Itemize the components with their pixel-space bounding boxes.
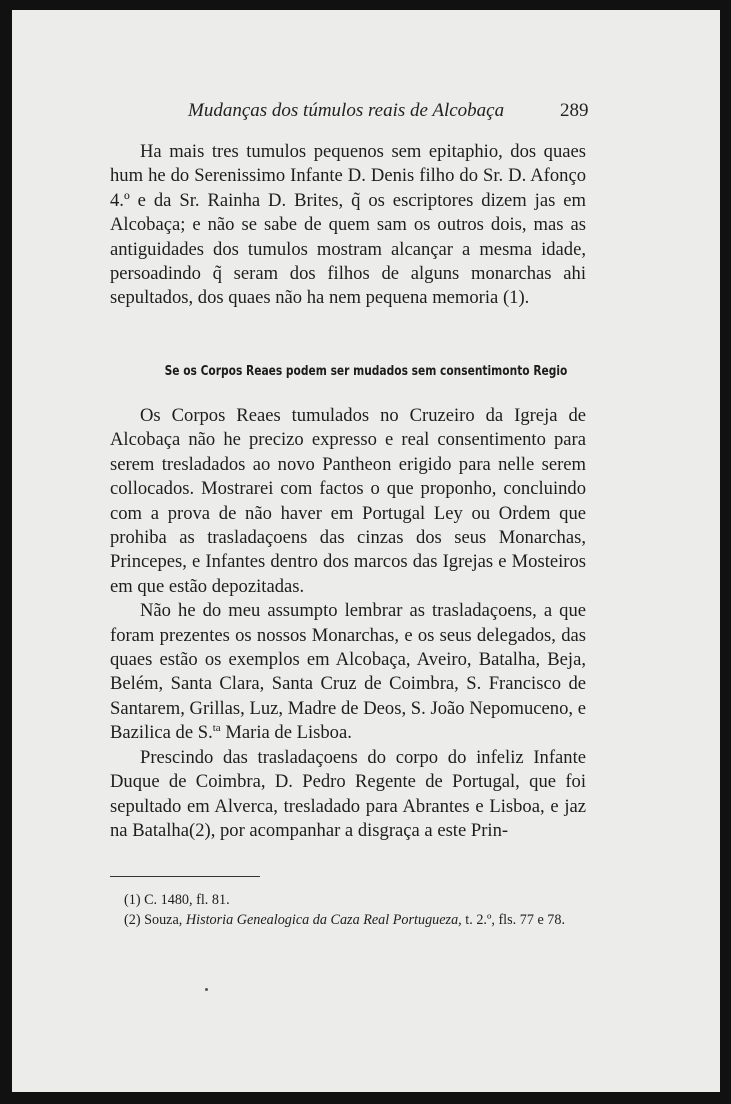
paragraph-2-end: Maria de Lisboa. [220,722,352,744]
footnote-1 [110,890,586,910]
running-title: Mudanças dos túmulos reais de Alcobaça [188,100,505,121]
page-header [12,100,720,124]
paragraph-2-text: Não he do meu assumpto lembrar as trasladaçoens, a que foram prezentes os nossos Monarchas, e os seus delegados, das quaes estão os exemplos em Alcobaça, Aveiro, Batalha, Beja, Belém, Santa Clara, Santa Cruz de Coimbra, S. Francisco de Santarem, Grillas, Luz, Madre de Deos, S. João Nepomuceno, e Bazilica de S. [110,600,586,744]
section-heading: Se os Corpos Reaes podem ser mudados sem consentimonto Regio [164,364,568,379]
book-page [12,10,720,1092]
paragraph-3-text: Prescindo das trasladaçoens do corpo do infeliz Infante Duque de Coimbra, D. Pedro Regente de Portugal, que foi sepultado em Alverca, tresladado para Abrantes e Lisboa, e jaz na Batalha [110,746,586,841]
footnote-ref-2[interactable]: (2) [189,819,211,841]
footnote-2 [110,910,586,930]
intro-paragraph [110,140,586,311]
section-intro [110,140,586,311]
intro-text: Ha mais tres tumulos pequenos sem epitaphio, dos quaes hum he do Serenissimo Infante D. Denis filho do Sr. D. Afonço 4.º e da Sr. Rainha D. Brites, q̃ os escriptores dizem jas em Alcobaça; e não se sabe de quem sam os outros dois, mas as antiguidades dos tumulos mostram alcançar a mesma idade, persoadindo q̃ seram dos filhos de alguns monarchas ahi sepultados, dos quaes não ha nem pequena memoria [110,141,586,309]
footnote-2-mark: (2) [124,912,141,928]
footnote-2-title: Historia Genealogica da Caza Real Portugueza, [185,912,462,928]
footnote-2-author: Souza, [140,912,186,928]
footnotes [110,890,586,930]
footnote-ref-1[interactable]: (1) [502,287,525,309]
superscript-ta: ta [212,722,221,735]
paragraph-2 [110,599,586,745]
footnote-1-mark: (1) [124,892,141,908]
paragraph-1: Os Corpos Reaes tumulados no Cruzeiro da Igreja de Alcobaça não he precizo expresso e real consentimento para serem tresladados ao novo Pantheon erigido para nelle serem collocados. Mostrarei com factos o que proponho, concluindo com a prova de não haver em Portugal Ley ou Ordem que prohiba as trasladaçoens das cinzas dos seus Monarchas, Princepes, e Infantes dentro dos marcos das Igrejas e Mosteiros em que estão depozitadas. [110,405,586,597]
footnote-1-text: C. 1480, fl. 81. [140,892,230,908]
section-body [110,404,586,843]
footnote-2-ref: t. 2.º, fls. 77 e 78. [461,912,566,928]
footnote-rule [110,876,260,877]
paragraph-3-end: , por acompanhar a disgraça a este Prin- [210,819,509,841]
paragraph-3 [110,746,586,844]
page-number: 289 [560,100,589,121]
intro-tail: . [524,287,530,309]
ink-speck [205,988,208,991]
